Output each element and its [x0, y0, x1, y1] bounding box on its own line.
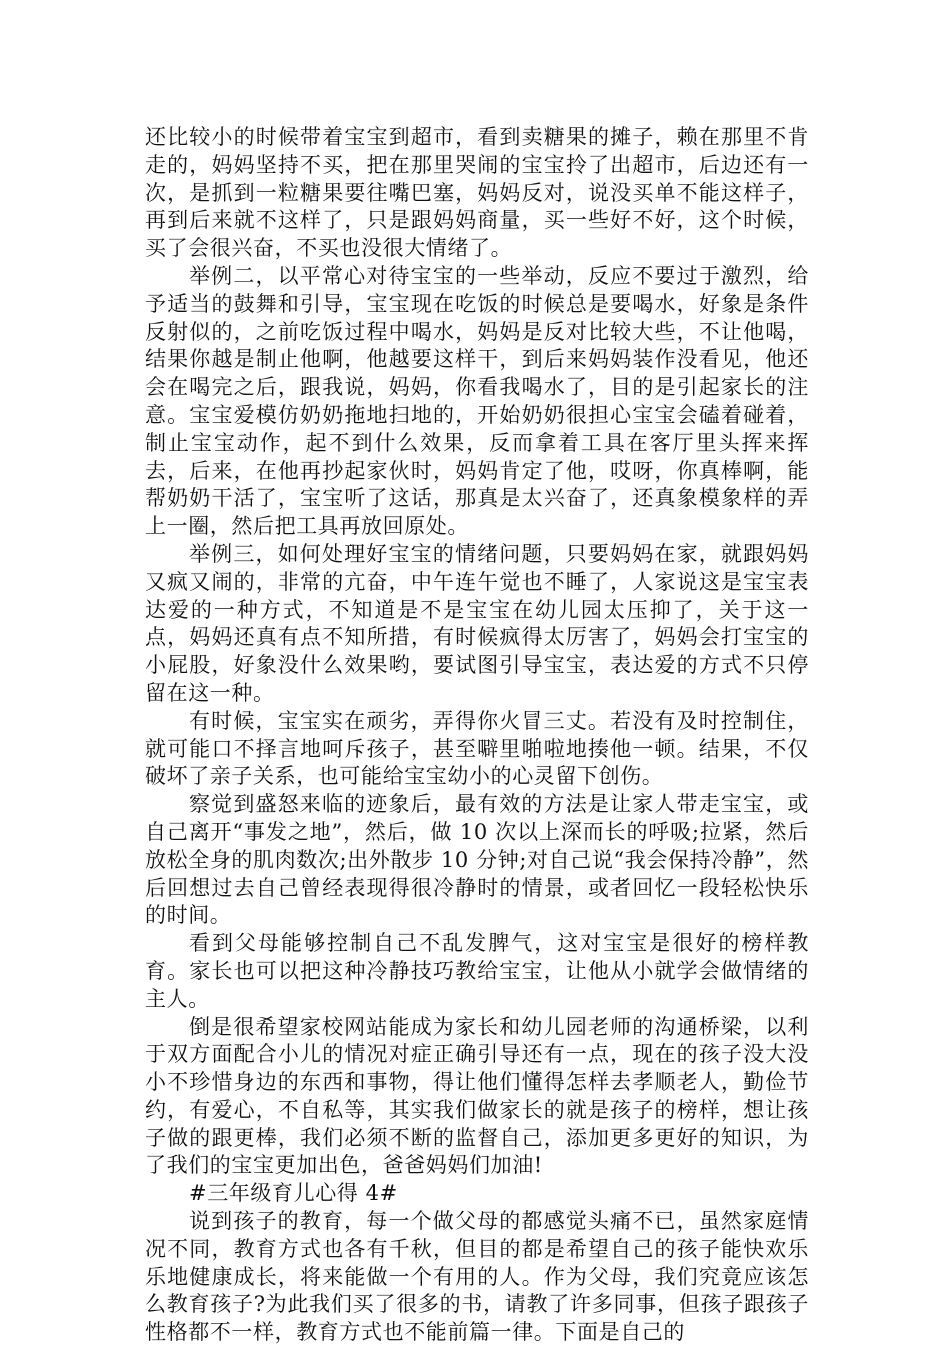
- paragraph-7: 倒是很希望家校网站能成为家长和幼儿园老师的沟通桥梁，以利于双方面配合小儿的情况对症正确引导还有一点，现在的孩子没大没小不珍惜身边的东西和事物，得让他们懂得怎样去孝顺老人，勤俭节约，有爱心，不自私等，其实我们做家长的就是孩子的榜样，想让孩子做的跟更棒，我们必须不断的监督自己，添加更多更好的知识，为了我们的宝宝更加出色，爸爸妈妈们加油!: [145, 1014, 809, 1178]
- paragraph-5: 察觉到盛怒来临的迹象后，最有效的方法是让家人带走宝宝，或自己离开“事发之地”，然后，做 10 次以上深而长的呼吸;拉紧，然后放松全身的肌肉数次;出外散步 10 分钟;对自己说“我会保持冷静”，然后回想过去自己曾经表现得很冷静时的情景，或者回忆一段轻松快乐的时间。: [145, 792, 809, 928]
- paragraph-4: 有时候，宝宝实在顽劣，弄得你火冒三丈。若没有及时控制住，就可能口不择言地呵斥孩子，甚至噼里啪啦地揍他一顿。结果，不仅破坏了亲子关系，也可能给宝宝幼小的心灵留下创伤。: [145, 708, 809, 789]
- paragraph-9: 说到孩子的教育，每一个做父母的都感觉头痛不已，虽然家庭情况不同，教育方式也各有千秋，但目的都是希望自己的孩子能快欢乐乐地健康成长，将来能做一个有用的人。作为父母，我们究竟应该怎么教育孩子?为此我们买了很多的书，请教了许多同事，但孩子跟孩子性格都不一样，教育方式也不能前篇一律。下面是自己的: [145, 1209, 809, 1345]
- paragraph-example-2: 举例二，以平常心对待宝宝的一些举动，反应不要过于激烈，给予适当的鼓舞和引导，宝宝现在吃饭的时候总是要喝水，好象是条件反射似的，之前吃饭过程中喝水，妈妈是反对比较大些，不让他喝，结果你越是制止他啊，他越要这样干，到后来妈妈装作没看见，他还会在喝完之后，跟我说，妈妈，你看我喝水了，目的是引起家长的注意。宝宝爱模仿奶奶拖地扫地的，开始奶奶很担心宝宝会磕着碰着，制止宝宝动作，起不到什么效果，反而拿着工具在客厅里头挥来挥去，后来，在他再抄起家伙时，妈妈肯定了他，哎呀，你真棒啊，能帮奶奶干活了，宝宝听了这话，那真是太兴奋了，还真象模象样的弄上一圈，然后把工具再放回原处。: [145, 263, 809, 539]
- paragraph-6: 看到父母能够控制自己不乱发脾气，这对宝宝是很好的榜样教育。家长也可以把这种冷静技巧教给宝宝，让他从小就学会做情绪的主人。: [145, 931, 809, 1011]
- section-heading: #三年级育儿心得 4#: [189, 1181, 398, 1206]
- document-body: [145, 124, 809, 1347]
- paragraph-example-3: 举例三，如何处理好宝宝的情绪问题，只要妈妈在家，就跟妈妈又疯又闹的，非常的亢奋，中午连午觉也不睡了，人家说这是宝宝表达爱的一种方式，不知道是不是宝宝在幼儿园太压抑了，关于这一点，妈妈还真有点不知所措，有时候疯得太厉害了，妈妈会打宝宝的小屁股，好象没什么效果哟，要试图引导宝宝，表达爱的方式不只停留在这一种。: [145, 541, 809, 705]
- paragraph-1: 还比较小的时候带着宝宝到超市，看到卖糖果的摊子，赖在那里不肯走的，妈妈坚持不买，把在那里哭闹的宝宝拎了出超市，后边还有一次，是抓到一粒糖果要往嘴巴塞，妈妈反对，说没买单不能这样子，再到后来就不这样了，只是跟妈妈商量，买一些好不好，这个时候，买了会很兴奋，不买也没很大情绪了。: [145, 125, 809, 261]
